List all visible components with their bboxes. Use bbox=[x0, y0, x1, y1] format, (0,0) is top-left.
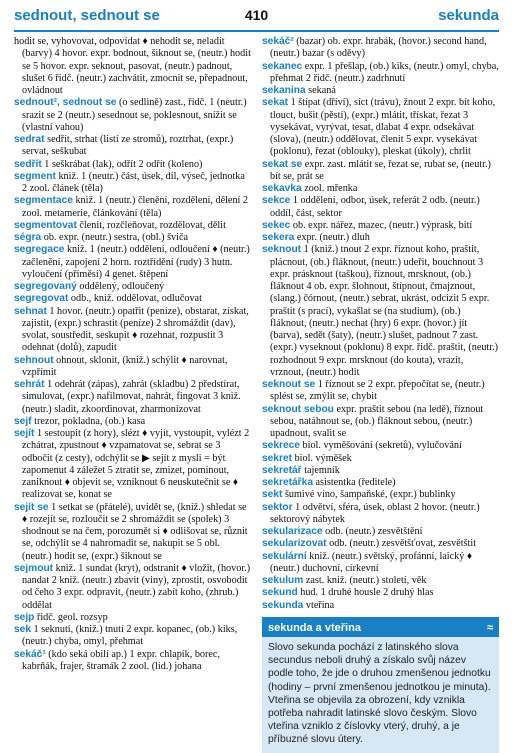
entry-definition: šumivé víno, šampaňské, (expr.) bublinky bbox=[284, 489, 456, 501]
entry-definition: kniž. 1 (neutr.) část, úsek, díl, výseč, jednotka 2 zool. článek (těla) bbox=[22, 170, 245, 194]
entry-definition: (o sedlině) zast., řidč. 1 (neutr.) srazit se 2 (neutr.) sesednout se, poklesnout, snížit se (vlastní vahou) bbox=[22, 97, 247, 133]
dictionary-entry bbox=[262, 379, 499, 404]
info-box-text: Slovo sekunda pochází z latinského slova secundus neboli druhý a získalo svůj název podle toho, že jde o druhou zmenšenou jednotku (hodiny – první zmenšenou jednotkou je minuta). Vteřina se objevila za obrození, kdy vznikla potřeba nahradit latinské slovo českým. Slovo vteřina vzniklo z číslovky vterý, druhý, a je příbuzné slovu útery. bbox=[268, 642, 491, 746]
dictionary-entry bbox=[262, 195, 499, 220]
dictionary-entry bbox=[14, 36, 251, 97]
dictionary-entry bbox=[14, 379, 251, 416]
entry-definition: kniž. 1 sundat (kryt), odstranit ♦ vložit, (hovor.) nandat 2 kniž. (neutr.) zbavit (viny), zprostit, osvobodit od čeho 3 expr. odpravit, (neutr.) zabít koho, (zhrub.) oddělat bbox=[22, 562, 251, 611]
dictionary-entry bbox=[14, 649, 251, 674]
entry-headword: sekce bbox=[262, 195, 291, 207]
entry-definition: 1 odvětví, sféra, úsek, oblast 2 hovor. (neutr.) sektorový nábytek bbox=[270, 501, 480, 525]
dictionary-entry bbox=[262, 404, 499, 441]
entry-headword: sekulární bbox=[262, 550, 307, 562]
dictionary-entry bbox=[262, 526, 499, 538]
entry-headword: sedrat bbox=[14, 134, 45, 145]
entry-headword: sejf bbox=[14, 415, 32, 427]
info-box bbox=[262, 617, 499, 753]
entry-headword: seknout se bbox=[262, 379, 316, 390]
entry-definition: 1 říznout se 2 expr. přepočítat se, (neutr.) splést se, zmýlit se, chybit bbox=[270, 379, 485, 403]
entry-headword: sehnat bbox=[14, 305, 47, 317]
entry-headword: sekretář bbox=[262, 464, 302, 476]
entry-definition: hud. 1 druhé housle 2 druhý hlas bbox=[300, 587, 434, 599]
entry-definition: sekaná bbox=[308, 85, 336, 96]
dictionary-entry bbox=[262, 477, 499, 489]
entry-definition: (bazar) ob. expr. hrabák, (hovor.) second hand, (neutr.) bazar (s oděvy) bbox=[270, 36, 487, 60]
entry-headword: segregovaný bbox=[14, 281, 77, 292]
dictionary-entry bbox=[262, 538, 499, 550]
info-box-title bbox=[262, 619, 499, 637]
dictionary-entry bbox=[262, 232, 499, 244]
entry-definition: 1 oddělení, odbor, úsek, referát 2 odb. (neutr.) oddíl, část, sektor bbox=[270, 195, 480, 219]
dictionary-entry bbox=[262, 36, 499, 61]
entry-definition: 1 seknutí, (kniž.) tnutí 2 expr. kopanec, (ob.) kiks, (neutr.) chyba, omyl, přehmat bbox=[22, 624, 238, 648]
dictionary-entry bbox=[14, 612, 251, 624]
dictionary-entry bbox=[262, 85, 499, 97]
dictionary-entry bbox=[262, 97, 499, 158]
columns bbox=[14, 36, 499, 753]
entry-definition: expr. 1 přešlap, (ob.) kiks, (neutr.) omyl, chyba, přehmat 2 řidč. (neutr.) zadrhnutí bbox=[270, 60, 499, 84]
dictionary-entry bbox=[262, 465, 499, 477]
right-entries bbox=[262, 36, 499, 612]
entry-headword: sehrát bbox=[14, 379, 45, 390]
entry-headword: sejít bbox=[14, 428, 35, 439]
entry-definition: expr. praštit sebou (na ledě), říznout sebou, natáhnout se, (ob.) fláknout sebou, (neutr.) upadnout, svalit se bbox=[270, 403, 484, 439]
entry-definition: zool. mřenka bbox=[304, 183, 358, 194]
entry-definition: biol. výměšek bbox=[294, 452, 352, 464]
entry-headword: sekret bbox=[262, 452, 293, 464]
entry-headword: sekera bbox=[262, 232, 295, 243]
entry-definition: tajemník bbox=[304, 464, 340, 476]
dictionary-entry bbox=[14, 293, 251, 305]
entry-definition: 1 hovor. (neutr.) opatřit (peníze), obstarat, získat, zajistit, (expr.) schrastit (peníze) 2 shromáždit (dav), svolat, soustředit, seskupit ♦ rozehnat, rozpustit 3 odehnat (dolů), zapudit bbox=[22, 305, 249, 354]
entry-headword: sejp bbox=[14, 611, 35, 623]
dictionary-entry bbox=[262, 575, 499, 587]
dictionary-entry bbox=[262, 587, 499, 599]
entry-definition: expr. (neutr.) dluh bbox=[296, 232, 370, 243]
entry-headword: seknout bbox=[262, 244, 302, 256]
entry-headword: sedřít bbox=[14, 158, 42, 170]
dictionary-entry bbox=[14, 232, 251, 244]
entry-headword: sekec bbox=[262, 219, 291, 231]
entry-definition: asistentka (ředitele) bbox=[315, 477, 396, 488]
entry-headword: sektor bbox=[262, 501, 293, 513]
dictionary-entry bbox=[14, 502, 251, 563]
entry-headword: sekund bbox=[262, 587, 298, 599]
dictionary-entry bbox=[262, 551, 499, 576]
info-box-heading: sekunda a vteřina bbox=[268, 621, 361, 634]
dictionary-entry bbox=[14, 281, 251, 293]
entry-headword: sekunda bbox=[262, 599, 304, 611]
entry-headword: segment bbox=[14, 170, 56, 182]
dictionary-entry bbox=[262, 61, 499, 86]
dictionary-entry bbox=[262, 489, 499, 501]
entry-definition: hodit se, vyhovovat, odpovídat ♦ nehodit se, neladit (barvy) 4 hovor. expr. bodnout, šiknout se, (neutr.) hodit se 5 hovor. expr. seknout, pasovat, (neutr.) padnout, slušet 6 řidč. (neutr.) zachvátit, zmocnit se, přepadnout, ovládnout bbox=[14, 36, 251, 96]
entry-definition: trezor, pokladna, (ob.) kasa bbox=[34, 415, 146, 427]
entry-headword: sekretářka bbox=[262, 477, 313, 488]
dictionary-entry bbox=[14, 416, 251, 428]
dictionary-entry bbox=[262, 502, 499, 527]
entry-definition: expr. zast. mlátit se, řezat se, rubat se, (neutr.) bít se, prát se bbox=[270, 158, 491, 182]
entry-definition: kniž. 1 (neutr.) oddělení, odloučení ♦ (neutr.) začlenění, zapojení 2 horn. roztřídění (rudy) 3 hutn. vyloučení (příměsí) 4 genet. štěpení bbox=[22, 244, 250, 280]
entry-definition: biol. vyměšování (sekretů), vylučování bbox=[302, 440, 462, 452]
dictionary-entry bbox=[14, 220, 251, 232]
dictionary-entry bbox=[262, 183, 499, 195]
approx-equal-icon: ≈ bbox=[486, 621, 493, 634]
entry-definition: odb. (neutr.) zesvětštění bbox=[325, 526, 423, 537]
entry-headword: sekrece bbox=[262, 440, 300, 452]
entry-headword: sednout², sednout se bbox=[14, 97, 117, 109]
entry-definition: kniž. 1 (neutr.) členění, rozdělení, dělení 2 zool. metamerie, článkování (těla) bbox=[22, 195, 249, 219]
entry-definition: 1 sestoupit (z hory), slézt ♦ vyjít, vystoupit, vylézt 2 zchátrat, zpustnout ♦ vzpamatovat se, sebrat se 3 odbočit (z cesty), odchýlit se ▶ sejít z mysli = být zapomenut 4 záležet 5 ztratit se, zmizet, pominout, zaniknout ♦ objevit se, vzniknout 6 neuskutečnit se ♦ realizovat se, konat se bbox=[22, 428, 250, 501]
entry-definition: členit, rozčleňovat, rozdělovat, dělit bbox=[79, 219, 226, 231]
left-column bbox=[14, 36, 251, 753]
dictionary-entry bbox=[14, 306, 251, 355]
entry-headword: sekt bbox=[262, 489, 283, 501]
entry-headword: segmentovat bbox=[14, 219, 77, 231]
dictionary-entry bbox=[14, 355, 251, 380]
entry-definition: 1 (kniž.) tnout 2 expr. říznout koho, praštit, plácnout, (ob.) fláknout, (neutr.) udeřit, bouchnout 3 expr. prásknout (taškou), říznout, mrsknout, (ob.) fláknout 4 ob. expr. šlohnout, štípnout, čmajznout, (slang.) čórnout, (neutr.) sebrat, ukrást, odcizit 5 expr. praštit (s prací), vykašlat se (na studium), (ob.) fláknout, (neutr.) nechat (hry) 6 expr. (hovor.) jít (barva), sedět (šaty), (neutr.) slušet, padnout 7 zast. (expr.) vyseknout (poklonu) 8 expr. řidč. praštit, (neutr.) rozhodnout 9 expr. mrsknout (do kouta), vrazit, vrznout, (neutr.) hodit bbox=[270, 244, 499, 378]
entry-headword: ségra bbox=[14, 232, 42, 243]
right-column bbox=[262, 36, 499, 753]
entry-headword: sekanina bbox=[262, 85, 306, 96]
entry-definition: sedřít, strhat (listí ze stromů), roztrhat, (expr.) servat, seškubat bbox=[22, 134, 234, 158]
dictionary-entry bbox=[14, 563, 251, 612]
entry-definition: oddělený, odloučený bbox=[79, 281, 165, 292]
dictionary-entry bbox=[14, 134, 251, 159]
entry-definition: zast. kniž. (neutr.) století, věk bbox=[305, 575, 427, 586]
entry-headword: sekularizovat bbox=[262, 538, 327, 550]
entry-definition: ob. expr. (neutr.) sestra, (obl.) šviča bbox=[43, 232, 189, 243]
entry-headword: sekat bbox=[262, 97, 289, 109]
entry-definition: 1 štípat (dříví), síct (trávu), žnout 2 expr. bít koho, tlouct, bušit (pěstí), (expr.) mlátit, třískat, řezat 3 vysekávat, vyrývat, tesat, dlabat 4 expr. odsekávat (slova), (neutr.) oddělovat, členit 5 expr. vysekávat (poklonu), řezat (oblouky), pleskat (úkoly), chrlit bbox=[270, 97, 496, 158]
entry-definition: 1 setkat se (přátelé), uvidět se, (kniž.) shledat se ♦ rozejít se, rozloučit se 2 shromáždit se (spolek) 3 shodnout se na čem, porozumět si ♦ odlišovat se, různit se, odchýlit se 4 nahromadit se, nakupit se 5 obl. (neutr.) hodit se, (expr.) šiknout se bbox=[22, 501, 248, 562]
entry-definition: kniž. (neutr.) světský, profánní, laický ♦ (neutr.) duchovní, církevní bbox=[270, 550, 473, 574]
header-first-entry: sednout, sednout se bbox=[14, 6, 160, 24]
dictionary-entry bbox=[262, 220, 499, 232]
dictionary-entry bbox=[14, 244, 251, 281]
entry-definition: ob. expr. nářez, mazec, (neutr.) výprask, bití bbox=[292, 219, 473, 231]
entry-headword: sekáč² bbox=[262, 36, 294, 47]
entry-headword: segregace bbox=[14, 244, 65, 256]
entry-headword: sekat se bbox=[262, 158, 303, 170]
dictionary-entry bbox=[262, 453, 499, 465]
dictionary-entry bbox=[14, 171, 251, 196]
entry-definition: vteřina bbox=[305, 599, 335, 611]
entry-headword: sek bbox=[14, 624, 31, 635]
entry-headword: sejmout bbox=[14, 562, 54, 574]
dictionary-entry bbox=[14, 624, 251, 649]
entry-headword: sekulum bbox=[262, 575, 304, 586]
entry-definition: odb. (neutr.) zesvětšťovat, zesvětštit bbox=[329, 538, 477, 550]
entry-definition: odb., kniž. oddělovat, odlučovat bbox=[70, 293, 202, 305]
entry-headword: sekavka bbox=[262, 183, 302, 194]
dictionary-entry bbox=[14, 97, 251, 134]
entry-headword: sekanec bbox=[262, 60, 303, 72]
entry-headword: sekularizace bbox=[262, 526, 323, 537]
dictionary-entry bbox=[14, 428, 251, 502]
entry-headword: segmentace bbox=[14, 195, 73, 207]
dictionary-entry bbox=[262, 159, 499, 184]
entry-headword: segregovat bbox=[14, 293, 69, 305]
entry-headword: sehnout bbox=[14, 354, 54, 366]
entry-headword: seknout sebou bbox=[262, 403, 334, 415]
page-header bbox=[14, 0, 499, 32]
entry-definition: řidč. geol. rozsyp bbox=[36, 611, 108, 623]
entry-headword: sejít se bbox=[14, 501, 49, 513]
entry-definition: 1 odehrát (zápas), zahrát (skladbu) 2 předstírat, simulovat, (expr.) nafilmovat, nahrát, fingovat 3 kniž. (neutr.) sladit, zkoordinovat, zharmonizovat bbox=[22, 379, 241, 415]
entry-definition: (kdo seká obilí ap.) 1 expr. chlapík, borec, kabrňák, frajer, štramák 2 zool. (lid.) johana bbox=[22, 648, 221, 672]
dictionary-entry bbox=[262, 244, 499, 379]
dictionary-entry bbox=[262, 600, 499, 612]
entry-definition: ohnout, sklonit, (kniž.) schýlit ♦ narovnat, vzpřímit bbox=[22, 354, 228, 378]
header-last-entry: sekunda bbox=[438, 6, 499, 24]
page-number: 410 bbox=[244, 7, 269, 23]
dictionary-entry bbox=[262, 440, 499, 452]
dictionary-entry bbox=[14, 195, 251, 220]
entry-definition: 1 seškrábat (lak), odřít 2 odřít (koleno) bbox=[44, 158, 203, 170]
dictionary-entry bbox=[14, 159, 251, 171]
entry-headword: sekáč¹ bbox=[14, 648, 46, 660]
